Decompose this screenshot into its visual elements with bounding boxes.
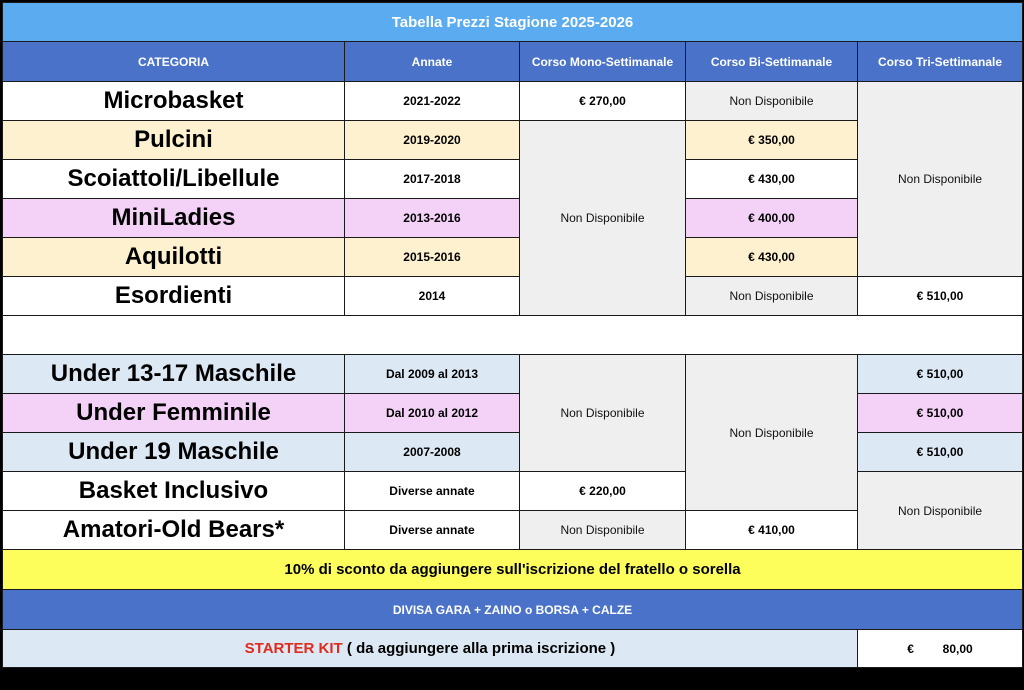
annate-cell: Dal 2009 al 2013 (345, 355, 520, 394)
tri-price-cell: € 510,00 (858, 277, 1023, 316)
starter-kit-note: ( da aggiungere alla prima iscrizione ) (342, 640, 616, 657)
header-tri: Corso Tri-Settimanale (858, 42, 1023, 82)
bi-price-cell: € 400,00 (686, 199, 858, 238)
annate-cell: 2007-2008 (345, 433, 520, 472)
annate-cell: 2019-2020 (345, 121, 520, 160)
bi-price-cell: € 350,00 (686, 121, 858, 160)
category-cell: Amatori-Old Bears* (3, 511, 345, 550)
annate-cell: 2021-2022 (345, 82, 520, 121)
bi-price-cell: € 410,00 (686, 511, 858, 550)
category-cell: Esordienti (3, 277, 345, 316)
annate-cell: Diverse annate (345, 472, 520, 511)
tri-price-cell: € 510,00 (858, 433, 1023, 472)
starter-kit-cell (3, 630, 858, 668)
price-table (2, 2, 1023, 668)
discount-banner: 10% di sconto da aggiungere sull'iscrizione del fratello o sorella (3, 550, 1023, 590)
mono-price-cell: Non Disponibile (520, 511, 686, 550)
bi-na-cell: Non Disponibile (686, 355, 858, 511)
kit-items-banner: DIVISA GARA + ZAINO o BORSA + CALZE (3, 590, 1023, 630)
starter-kit-label: STARTER KIT (244, 640, 343, 657)
category-cell: Aquilotti (3, 238, 345, 277)
category-cell: Scoiattoli/Libellule (3, 160, 345, 199)
annate-cell: 2013-2016 (345, 199, 520, 238)
mono-price-cell: € 270,00 (520, 82, 686, 121)
category-cell: Pulcini (3, 121, 345, 160)
annate-cell: Diverse annate (345, 511, 520, 550)
category-cell: Under 19 Maschile (3, 433, 345, 472)
mono-na-cell: Non Disponibile (520, 355, 686, 472)
bi-price-cell: Non Disponibile (686, 82, 858, 121)
spacer-row (3, 316, 1023, 355)
starter-kit-price-cell (858, 630, 1023, 668)
tri-price-cell: € 510,00 (858, 355, 1023, 394)
category-cell: Microbasket (3, 82, 345, 121)
category-cell: Under Femminile (3, 394, 345, 433)
category-cell: Under 13-17 Maschile (3, 355, 345, 394)
tri-price-cell: € 510,00 (858, 394, 1023, 433)
header-categoria: CATEGORIA (3, 42, 345, 82)
starter-kit-price: 80,00 (942, 641, 973, 656)
header-bi: Corso Bi-Settimanale (686, 42, 858, 82)
annate-cell: Dal 2010 al 2012 (345, 394, 520, 433)
annate-cell: 2017-2018 (345, 160, 520, 199)
table-title: Tabella Prezzi Stagione 2025-2026 (3, 3, 1023, 42)
mono-price-cell: € 220,00 (520, 472, 686, 511)
bi-price-cell: € 430,00 (686, 160, 858, 199)
starter-kit-currency: € (907, 641, 914, 656)
tri-na-cell: Non Disponibile (858, 472, 1023, 550)
tri-na-cell: Non Disponibile (858, 82, 1023, 277)
header-annate: Annate (345, 42, 520, 82)
annate-cell: 2015-2016 (345, 238, 520, 277)
category-cell: MiniLadies (3, 199, 345, 238)
category-cell: Basket Inclusivo (3, 472, 345, 511)
mono-na-cell: Non Disponibile (520, 121, 686, 316)
annate-cell: 2014 (345, 277, 520, 316)
bi-price-cell: Non Disponibile (686, 277, 858, 316)
bi-price-cell: € 430,00 (686, 238, 858, 277)
header-mono: Corso Mono-Settimanale (520, 42, 686, 82)
